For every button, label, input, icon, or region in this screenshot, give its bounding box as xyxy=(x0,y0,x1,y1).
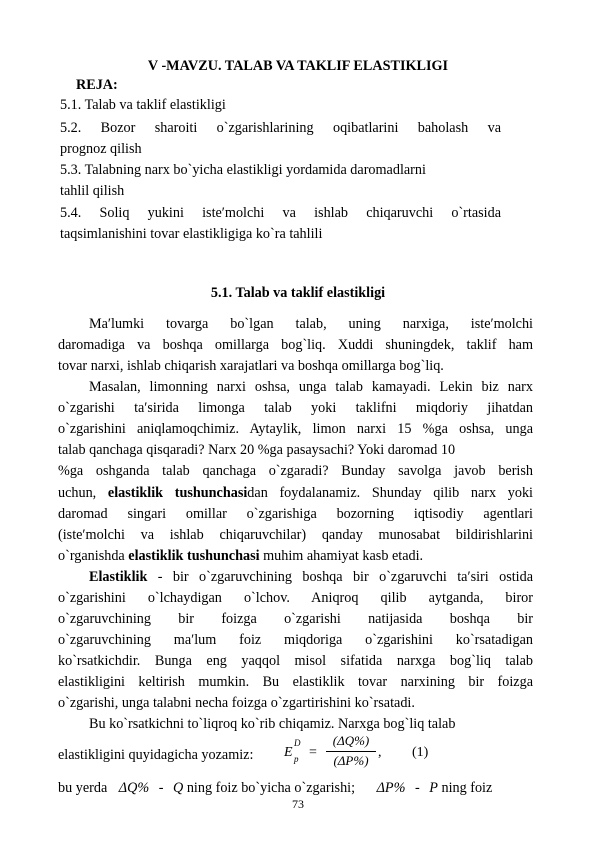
plan-item: 5.4. Soliq yukini iste′molchi va ishlab chiqaruvchi o`rtasida xyxy=(60,205,501,221)
paragraph-line: %ga oshganda talab qanchaga o`zgaradi? Bunday savolga javob berish xyxy=(58,463,533,479)
bold-term: elastiklik tushunchasi xyxy=(107,485,248,501)
plan-item: 5.3. Talabning narx bo`yicha elastikligi yordamida daromadlarni xyxy=(60,162,426,178)
paragraph-line: (iste′molchi va ishlab chiqaruvchilar) qanday munosabat bildirishlarini xyxy=(58,527,533,543)
text-run: uchun, xyxy=(58,485,108,501)
plan-item: taqsimlanishini tovar elastikligiga ko`ra tahlili xyxy=(60,226,323,242)
paragraph-line: o`zgarishini aniqlamoqchimiz. Aytaylik, limon narxi 15 %ga oshsa, unga xyxy=(58,421,533,437)
plan-item: tahlil qilish xyxy=(60,183,125,199)
formula-equals: = xyxy=(309,745,317,760)
paragraph-line xyxy=(89,568,533,586)
paragraph-line: daromad singari omillar o`zgarishiga bozorning iqtisodiy agentlari xyxy=(58,506,533,522)
bold-term: Elastiklik xyxy=(89,569,148,585)
paragraph-line xyxy=(58,484,533,502)
paragraph-line: Bu ko`rsatkichni to`liqroq ko`rib chiqamiz. Narxga bog`liq talab xyxy=(89,716,456,732)
formula-numerator: (ΔQ%) xyxy=(332,733,370,748)
section-heading: 5.1. Talab va taklif elastikligi xyxy=(210,285,386,301)
text-run: dan foydalanamiz. Shunday qilib narx yoki xyxy=(247,485,533,501)
p-symbol: P xyxy=(429,780,438,796)
delta-p-symbol: ΔP% xyxy=(376,780,406,796)
paragraph-line: Masalan, limonning narxi oshsa, unga talab kamayadi. Lekin biz narx xyxy=(89,379,533,395)
plan-item: 5.2. Bozor sharoiti o`zgarishlarining oqibatlarini baholash va xyxy=(60,120,501,136)
text-run: muhim ahamiyat kasb etadi. xyxy=(259,548,424,564)
formula-sup: D xyxy=(294,738,301,748)
plan-label: REJA: xyxy=(76,77,118,93)
text-run: - bir o`zgaruvchining boshqa bir o`zgaruvchi ta′siri ostida xyxy=(147,569,533,585)
text-run: ning foiz xyxy=(437,780,493,796)
text-run: bu yerda xyxy=(58,780,108,796)
plan-item: prognoz qilish xyxy=(60,141,142,157)
formula-number: (1) xyxy=(412,745,429,760)
paragraph-line: Ma′lumki tovarga bo`lgan talab, uning narxiga, iste′molchi xyxy=(89,316,533,332)
text-run: ning foiz bo`yicha o`zgarishi; xyxy=(183,780,356,796)
paragraph-line: o`zgarishini o`lchaydigan o`lchov. Aniqroq qilib aytganda, biror xyxy=(58,590,533,606)
q-symbol: Q xyxy=(173,780,184,796)
formula-e: E xyxy=(284,745,293,760)
dash: - xyxy=(414,780,420,796)
paragraph-line: talab qanchaga qisqaradi? Narx 20 %ga pasaysachi? Yoki daromad 10 xyxy=(58,442,456,458)
paragraph-line: o`zgaruvchining bir foizga o`zgarishi natijasida boshqa bir xyxy=(58,611,533,627)
paragraph-line: o`zgarishi ta′sirida limonga talab yoki taklifni miqdoriy jihatdan xyxy=(58,400,533,416)
paragraph-line: o`zgarishi, unga talabni necha foizga o`zgartirishini ko`rsatadi. xyxy=(58,695,415,711)
formula-sub: p xyxy=(294,754,299,764)
formula-denominator: (ΔP%) xyxy=(333,753,369,768)
text-run: o`rganishda xyxy=(58,548,129,564)
paragraph-line: ko`rsatkichdir. Bunga eng yaqqol misol sifatida narxga bog`liq talab xyxy=(58,653,533,669)
paragraph-line: daromadiga va boshqa omillarga bog`liq. Xuddi shuningdek, taklif ham xyxy=(58,337,533,353)
paragraph-line: elastikligini keltirish mumkin. Bu elastiklik tovar narxining bir foizga xyxy=(58,674,533,690)
plan-item: 5.1. Talab va taklif elastikligi xyxy=(60,97,226,113)
formula-intro: elastikligini quyidagicha yozamiz: xyxy=(58,747,254,763)
paragraph-line xyxy=(58,547,423,565)
formula-fraction-bar xyxy=(326,751,376,752)
paragraph-line: o`zgaruvchining ma′lum foiz miqdoriga o`zgarishini ko`rsatadigan xyxy=(58,632,533,648)
delta-q-symbol: ΔQ% xyxy=(118,780,150,796)
page-number: 73 xyxy=(292,797,304,811)
page-title: V -MAVZU. TALAB VA TAKLIF ELASTIKLIGI xyxy=(147,58,449,74)
bold-term: elastiklik tushunchasi xyxy=(128,548,260,564)
paragraph-line: tovar narxi, ishlab chiqarish xarajatlari va boshqa omillarga bog`liq. xyxy=(58,358,444,374)
dash: - xyxy=(158,780,164,796)
formula-comma: , xyxy=(378,745,382,760)
